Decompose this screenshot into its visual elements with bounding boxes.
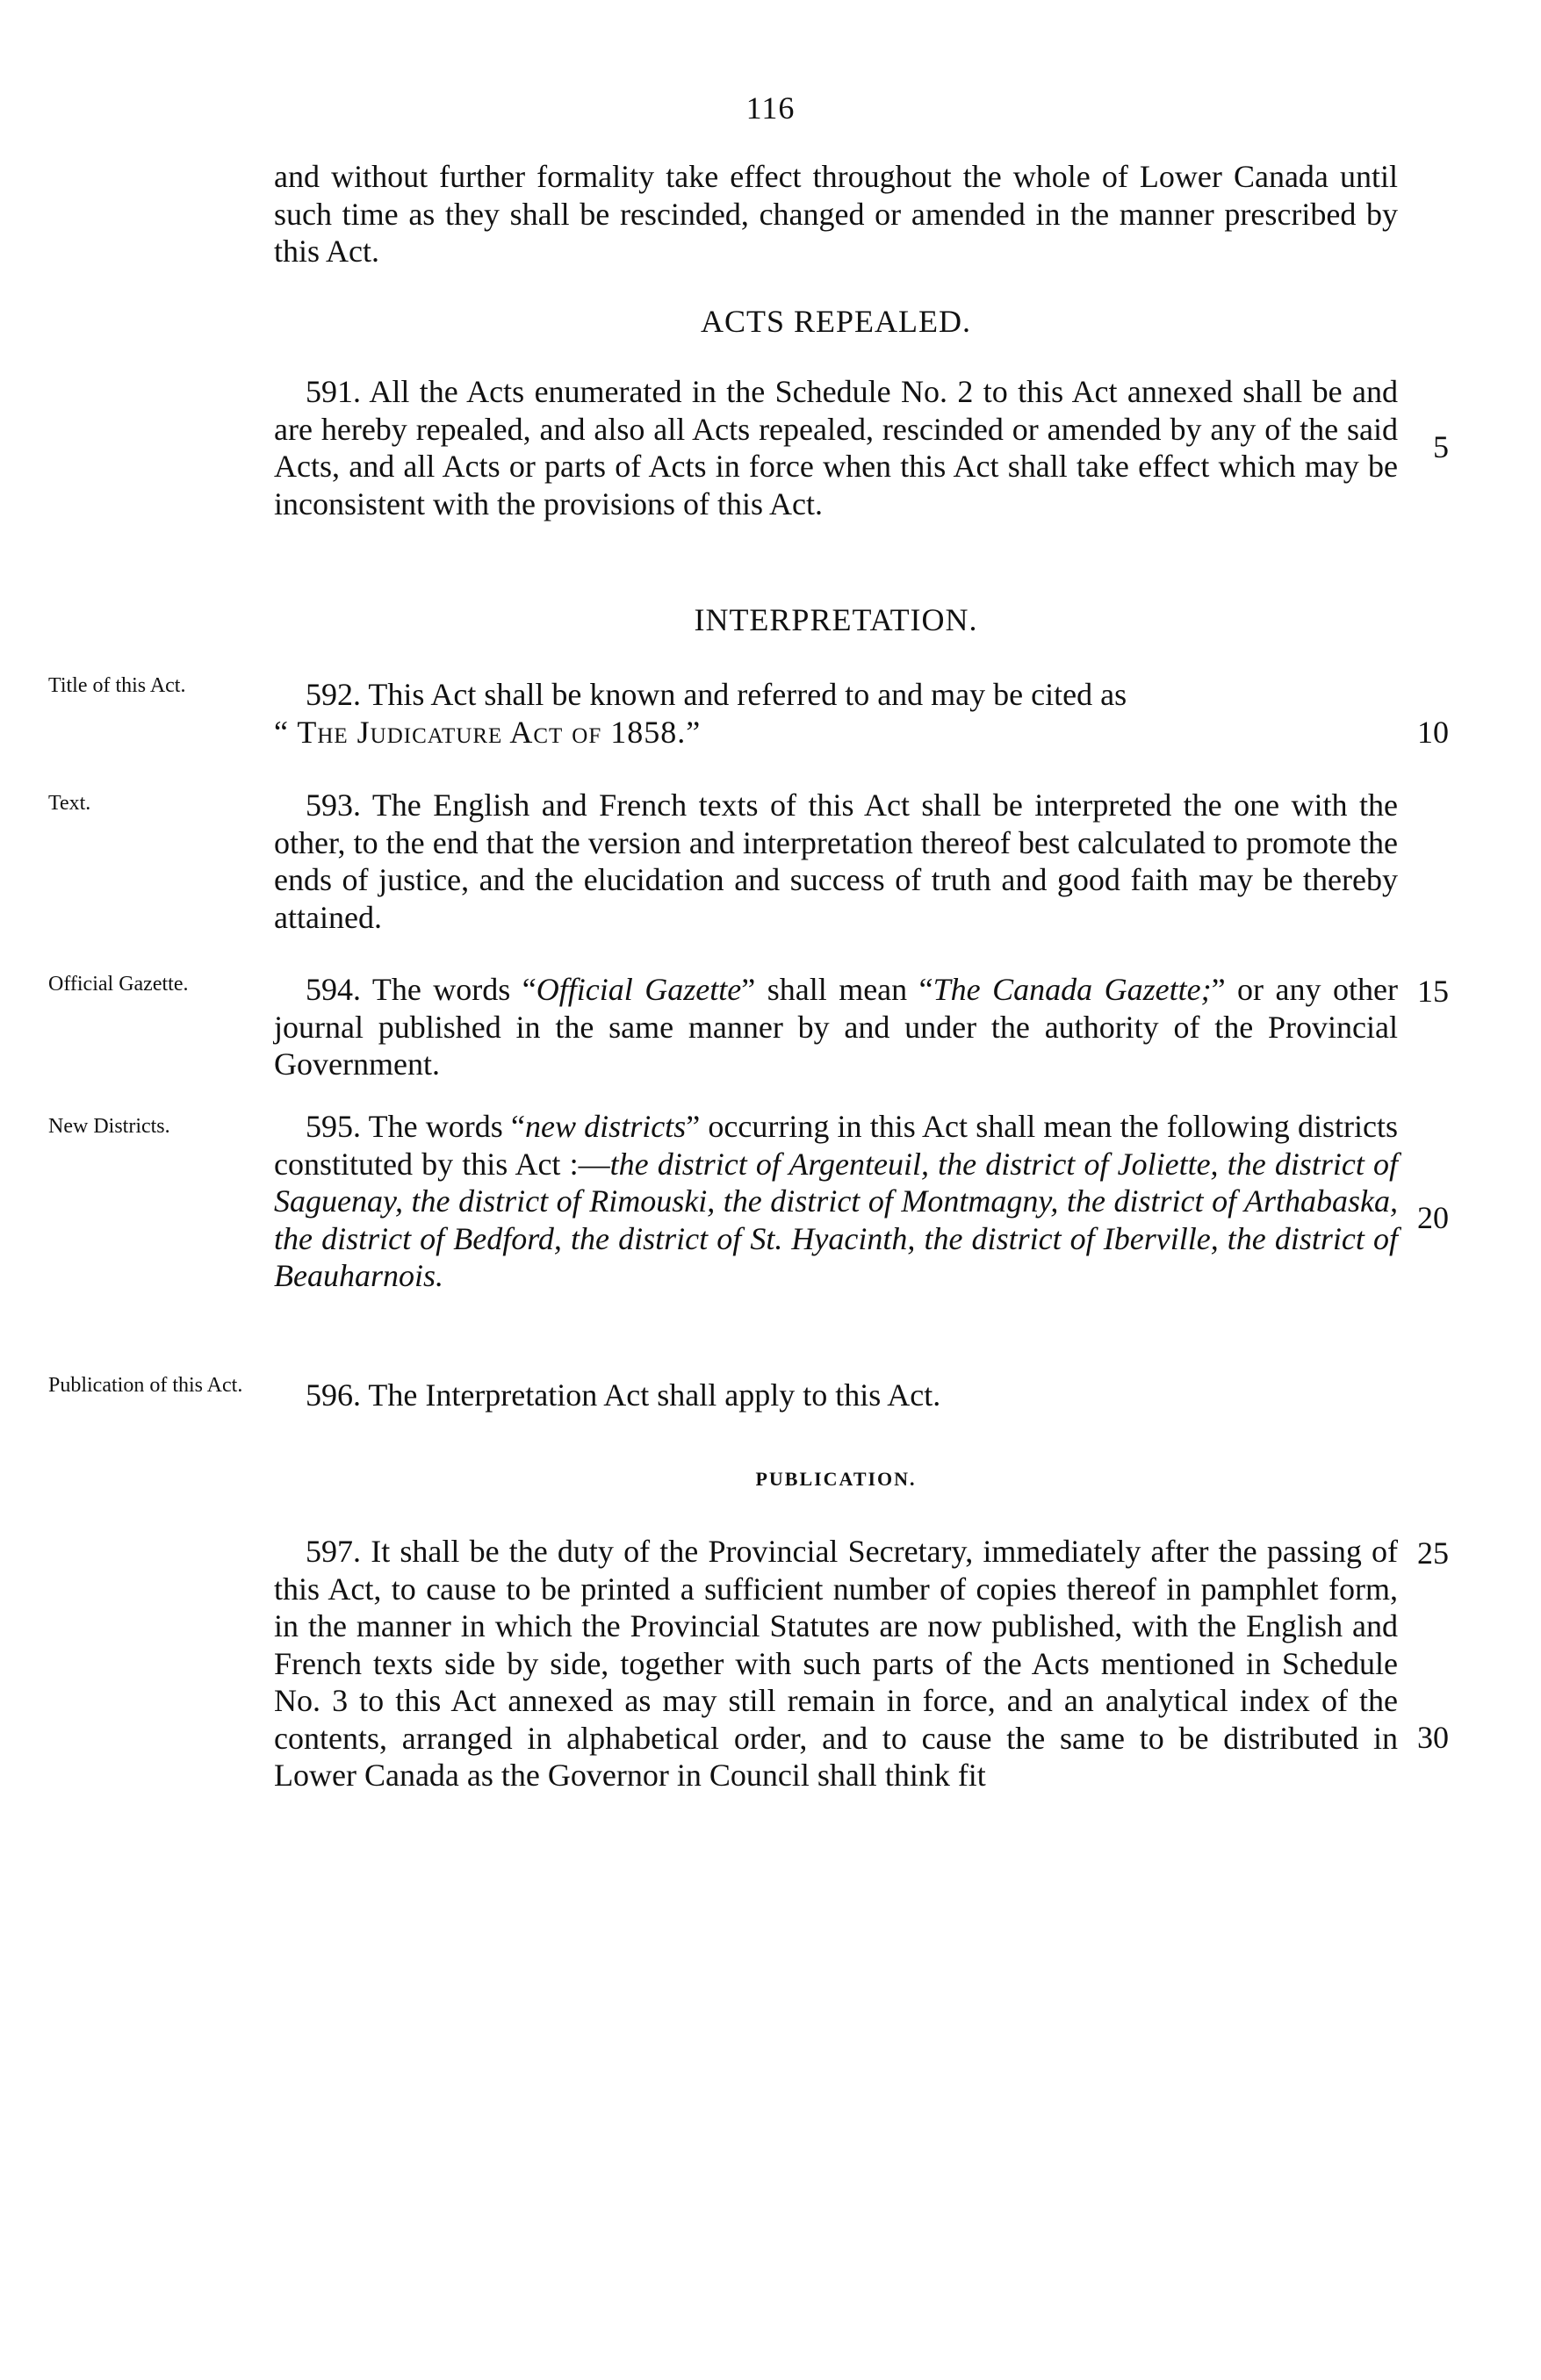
section-596 xyxy=(274,1377,1398,1414)
section-595-districts: the district of Argenteuil, the district of Joliette, the district of Saguenay, the district of Rimouski, the district of Montmagny, the district of Arthabaska, the district of Bedford, the district of St. Hyacinth, the district of Iberville, the district of Beauharnois. xyxy=(274,1146,1398,1293)
section-594-post: ” or any other journal published in the same manner by and under the authority of the Provincial Government. xyxy=(274,972,1398,1082)
section-593-text: The English and French texts of this Act shall be interpreted the one with the other, to the end that the version and interpretation thereof best calculated to promote the ends of justice, and the elucidation and success of truth and good faith may be thereby attained. xyxy=(274,787,1398,935)
line-number-10: 10 xyxy=(1417,715,1449,750)
section-595-term: new districts xyxy=(524,1109,687,1144)
margin-note-official-gazette: Official Gazette. xyxy=(48,973,189,996)
page-number: 116 xyxy=(745,90,796,126)
section-591 xyxy=(274,373,1398,522)
intro-paragraph xyxy=(274,158,1398,270)
section-596-number: 596. xyxy=(306,1377,361,1413)
section-596-text: The Interpretation Act shall apply to this Act. xyxy=(368,1377,941,1413)
line-number-30: 30 xyxy=(1417,1720,1449,1755)
line-number-20: 20 xyxy=(1417,1200,1449,1235)
section-594-meaning: The Canada Gazette; xyxy=(933,972,1212,1007)
section-591-number: 591. xyxy=(306,374,361,409)
section-597 xyxy=(274,1533,1398,1794)
intro-text: and without further formality take effect throughout the whole of Lower Canada until such time as they shall be rescinded, changed or amended in the manner prescribed by this Act. xyxy=(274,159,1398,269)
heading-acts-repealed: ACTS REPEALED. xyxy=(700,304,971,339)
line-number-25: 25 xyxy=(1417,1535,1449,1571)
line-number-5: 5 xyxy=(1433,429,1449,464)
section-593 xyxy=(274,787,1398,936)
section-595 xyxy=(274,1108,1398,1295)
section-592-text: This Act shall be known and referred to and may be cited as xyxy=(368,677,1127,712)
margin-note-text: Text. xyxy=(48,792,91,815)
section-592 xyxy=(274,676,1398,751)
section-594-term: Official Gazette xyxy=(536,972,742,1007)
section-591-text: All the Acts enumerated in the Schedule No. 2 to this Act annexed shall be and are hereby repealed, and also all Acts repealed, rescinded or amended by any of the said Acts, and all Acts or parts of Acts in force when this Act shall take effect which may be inconsistent with the provisions of this Act. xyxy=(274,374,1398,521)
section-597-number: 597. xyxy=(306,1534,361,1569)
section-594-mid: ” shall mean “ xyxy=(741,972,933,1007)
section-595-number: 595. xyxy=(306,1109,361,1144)
line-number-15: 15 xyxy=(1417,974,1449,1009)
heading-publication: PUBLICATION. xyxy=(755,1468,917,1490)
margin-note-publication-of-act: Publication of this Act. xyxy=(48,1374,243,1397)
margin-note-title-of-act: Title of this Act. xyxy=(48,674,186,697)
margin-note-new-districts: New Districts. xyxy=(48,1115,170,1138)
section-592-number: 592. xyxy=(306,677,361,712)
section-595-pre: The words “ xyxy=(368,1109,525,1144)
section-592-title: “ The Judicature Act of 1858.” xyxy=(274,714,702,750)
section-593-number: 593. xyxy=(306,787,361,823)
section-594-number: 594. xyxy=(306,972,361,1007)
section-594 xyxy=(274,971,1398,1083)
section-595-mid: ” occurring in this Act shall mean the following districts constituted by this Act :— xyxy=(274,1109,1399,1182)
section-594-pre: The words “ xyxy=(371,972,536,1007)
heading-interpretation: INTERPRETATION. xyxy=(694,602,978,637)
section-597-text: It shall be the duty of the Provincial Secretary, immediately after the passing of this Act, to cause to be printed a sufficient number of copies thereof in pamphlet form, in the manner in which the Provincial Statutes are now published, with the English and French texts side by side, together with such parts of the Acts mentioned in Schedule No. 3 to this Act annexed as may still remain in force, and an analytical index of the contents, arranged in alphabetical order, and to cause the same to be distributed in Lower Canada as the Governor in Council shall think fit xyxy=(274,1534,1399,1793)
